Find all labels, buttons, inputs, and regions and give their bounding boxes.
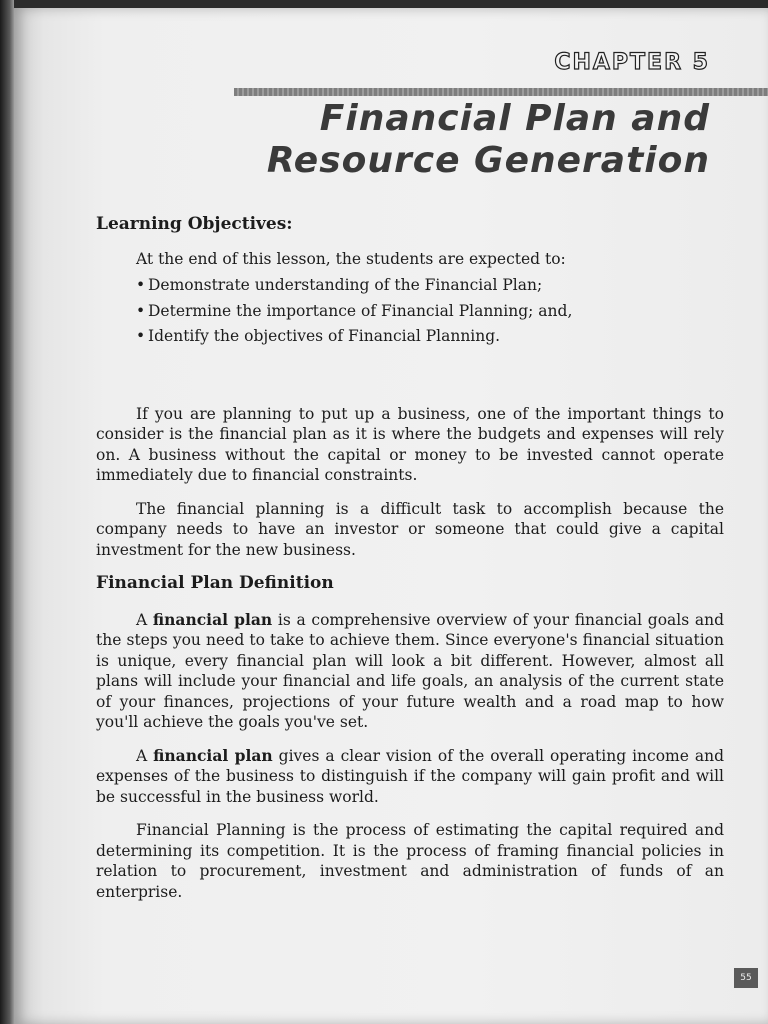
text-run: is a comprehensive overview of your financial goals and the steps you need to take to achieve them. Since everyone's financial situation is unique, every financial plan will look a bit different. However, almost all plans will include your financial and life goals, an analysis of the current state of your finances, projections of your future wealth and a road map to how you'll achieve the goals you've set. (96, 610, 725, 731)
text-run: A (136, 610, 153, 629)
objective-item: • Demonstrate understanding of the Financial Plan; (148, 275, 724, 296)
definition-paragraph: Financial Planning is the process of estimating the capital required and determining its competition. It is the process of framing financial policies in relation to procurement, investment and administration of funds of an enterprise. (96, 821, 724, 901)
section-heading: Financial Plan Definition (96, 573, 334, 593)
chapter-title-line1: Financial Plan and (319, 98, 710, 139)
page-content (96, 214, 724, 915)
header-rule (234, 88, 768, 96)
definition-paragraph (96, 610, 724, 733)
chapter-title-line2: Resource Generation (266, 140, 710, 181)
objective-item: • Identify the objectives of Financial Planning. (148, 326, 724, 347)
bold-term: financial plan (152, 609, 273, 629)
book-page (14, 8, 768, 1024)
body-paragraph: The financial planning is a difficult task to accomplish because the company needs to have an investor or someone that could give a capital investment for the new business. (96, 499, 724, 559)
bold-term: financial plan (153, 745, 273, 765)
page-number: 55 (734, 968, 758, 988)
body-paragraph: If you are planning to put up a business, one of the important things to consider is the financial plan as it is where the budgets and expenses will rely on. A business without the capital or money to be invested cannot operate immediately due to financial constraints. (96, 404, 724, 484)
definition-paragraph (96, 746, 724, 808)
chapter-label: CHAPTER 5 (554, 50, 710, 75)
objectives-intro: At the end of this lesson, the students are expected to: (136, 249, 566, 268)
objective-item: • Determine the importance of Financial Planning; and, (148, 301, 724, 322)
text-run: A (136, 746, 154, 765)
chapter-title (267, 98, 710, 182)
objectives-heading: Learning Objectives: (96, 214, 293, 234)
book-spine (0, 0, 14, 1024)
text-run: gives a clear vision of the overall operating income and expenses of the business to distinguish if the company will gain profit and will be successful in the business world. (96, 746, 725, 806)
objectives-list (136, 275, 724, 347)
